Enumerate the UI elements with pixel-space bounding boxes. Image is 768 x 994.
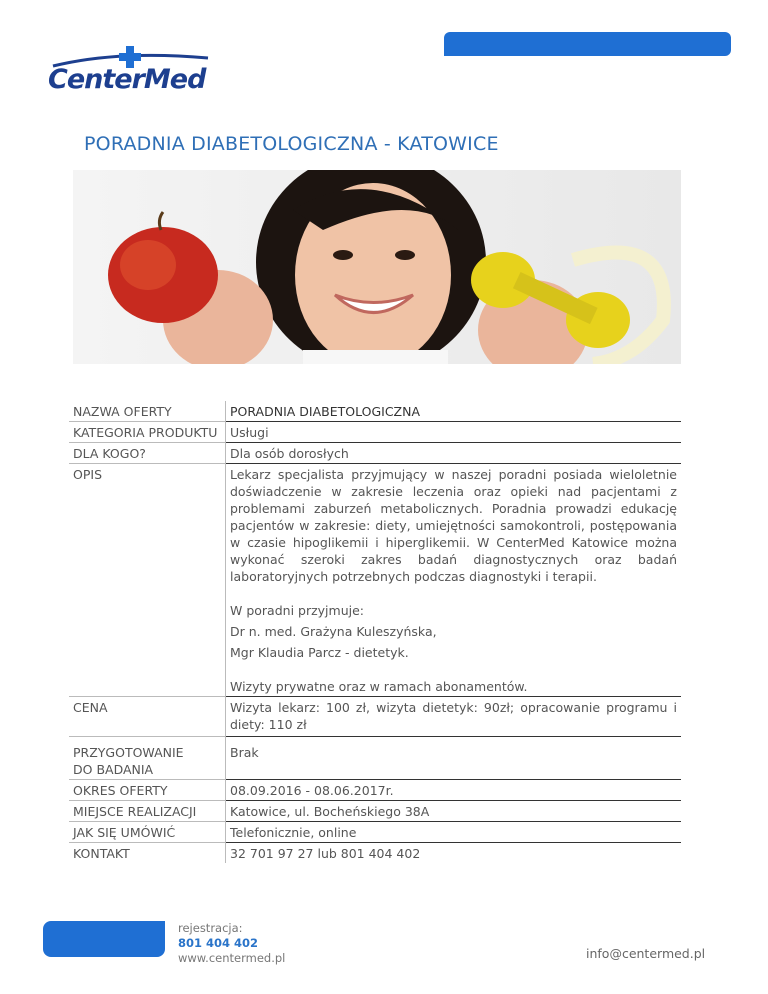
preparation-value: Brak — [226, 737, 682, 780]
table-row — [69, 801, 681, 822]
contact-value: 32 701 97 27 lub 801 404 402 — [230, 846, 421, 861]
contact-label: KONTAKT — [69, 843, 226, 864]
place-value: Katowice, ul. Bocheńskiego 38A — [226, 801, 682, 822]
centermed-logo — [48, 44, 218, 104]
table-row — [69, 401, 681, 422]
logo-text: CenterMed — [48, 64, 206, 95]
table-row — [69, 822, 681, 843]
period-value: 08.09.2016 - 08.06.2017r. — [226, 780, 682, 801]
website-link[interactable]: www.centermed.pl — [178, 951, 286, 965]
staff-member: Dr n. med. Grażyna Kuleszyńska, — [230, 624, 437, 639]
booking-value: Telefonicznie, online — [226, 822, 682, 843]
offer-name-value: PORADNIA DIABETOLOGICZNA — [226, 401, 682, 422]
email-link[interactable]: info@centermed.pl — [586, 946, 706, 961]
table-row — [69, 464, 681, 697]
staff-intro: W poradni przyjmuje: — [230, 603, 364, 618]
table-row — [69, 443, 681, 464]
description-text: Lekarz specjalista przyjmujący w naszej poradni posiada wieloletnie doświadczenie w zakresie leczenia oraz opieki nad pacjentami z problemami zaburzeń metabolicznych. Poradnia prowadzi edukację pacjentów w zakresie: diety, umiejętności samokontroli, postępowania w czasie hipoglikemii i hiperglikemii. W CenterMed Katowice można wykonać szeroki zakres badań diagnostycznych oraz badań laboratoryjnych potrzebnych podczas diagnostyki i terapii. — [230, 467, 677, 584]
description-cell — [226, 464, 682, 697]
booking-label: JAK SIĘ UMÓWIĆ — [69, 822, 226, 843]
staff-member: Mgr Klaudia Parcz - dietetyk. — [230, 645, 409, 660]
for-whom-value: Dla osób dorosłych — [226, 443, 682, 464]
period-label: OKRES OFERTY — [69, 780, 226, 801]
place-label: MIEJSCE REALIZACJI — [69, 801, 226, 822]
description-label: OPIS — [69, 464, 226, 697]
price-label: CENA — [69, 697, 226, 737]
preparation-label — [69, 737, 226, 780]
table-row — [69, 843, 681, 864]
offer-details-table — [69, 401, 681, 863]
price-value: Wizyta lekarz: 100 zł, wizyta dietetyk: 90zł; opracowanie programu i diety: 110 zł — [226, 697, 682, 737]
for-whom-label: DLA KOGO? — [69, 443, 226, 464]
footer-accent-bar — [43, 921, 165, 957]
page-title: PORADNIA DIABETOLOGICZNA - KATOWICE — [84, 133, 499, 155]
table-row — [69, 737, 681, 780]
preparation-label-line: DO BADANIA — [73, 762, 154, 777]
table-row — [69, 780, 681, 801]
visits-note: Wizyty prywatne oraz w ramach abonamentów. — [230, 679, 528, 694]
table-row — [69, 422, 681, 443]
hero-image — [73, 170, 681, 364]
registration-label: rejestracja: — [178, 921, 243, 935]
preparation-label-line: PRZYGOTOWANIE — [73, 745, 184, 760]
table-row — [69, 697, 681, 737]
footer-registration — [178, 921, 285, 966]
offer-name-label: NAZWA OFERTY — [69, 401, 226, 422]
category-value: Usługi — [226, 422, 682, 443]
category-label: KATEGORIA PRODUKTU — [69, 422, 226, 443]
registration-phone[interactable]: 801 404 402 — [178, 936, 259, 950]
header-accent-bar — [444, 32, 731, 56]
